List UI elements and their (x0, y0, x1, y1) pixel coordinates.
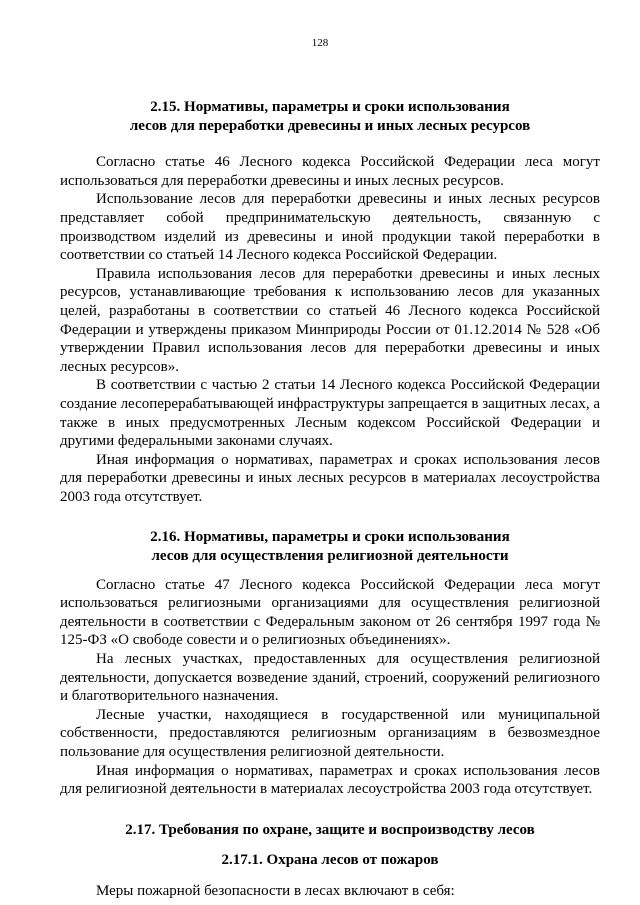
section-2-16-heading-line-2: лесов для осуществления религиозной деятельности (151, 548, 509, 565)
section-2-15-paragraph-1: Согласно статье 46 Лесного кодекса Российской Федерации леса могут использоваться для переработки древесины и иных лесных ресурсов. (60, 154, 600, 189)
page-number: 128 (311, 37, 329, 49)
spacer (60, 135, 600, 153)
section-2-15-paragraph-3: Правила использования лесов для переработки древесины и иных лесных ресурсов, устанавливающие требования к использованию лесов для указанных целей, разработаны в соответствии со статьей 46 Лесного кодекса Российской Федерации и утверждены приказом Минприроды России от 01.12.2014 № 528 «Об утверждении Правил использования лесов для переработки древесины и иных лесных ресурсов». (60, 265, 600, 375)
spacer (60, 506, 600, 528)
section-2-15-heading-line-2: лесов для переработки древесины и иных лесных ресурсов (129, 117, 531, 134)
section-2-15-paragraph-5: Иная информация о нормативах, параметрах и сроках использования лесов для переработки древесины и иных лесных ресурсов в материалах лесоустройства 2003 года отсутствует. (60, 451, 600, 505)
section-2-15-heading (60, 98, 600, 135)
section-2-16-heading-line-1: 2.16. Нормативы, параметры и сроки использования (150, 529, 510, 546)
section-2-16-heading (60, 528, 600, 565)
section-2-15-paragraph-2: Использование лесов для переработки древесины и иных лесных ресурсов представляет собой предпринимательскую деятельность, связанную с производством изделий из древесины и иной продукции такой переработки в соответствии со статьей 14 Лесного кодекса Российской Федерации. (60, 191, 600, 264)
section-2-15-heading-line-1: 2.15. Нормативы, параметры и сроки использования (150, 99, 510, 115)
section-2-17-heading: 2.17. Требования по охране, защите и воспроизводству лесов (125, 821, 535, 838)
section-2-16-paragraph-4: Иная информация о нормативах, параметрах и сроках использования лесов для религиозной деятельности в материалах лесоустройства 2003 года отсутствует. (60, 762, 600, 798)
section-2-15-paragraph-4: В соответствии с частью 2 статьи 14 Лесного кодекса Российской Федерации создание лесоперерабатывающей инфраструктуры запрещается в защитных лесах, а также в иных предусмотренных Лесным кодексом Российской Федерации и другими федеральными законами случаях. (60, 377, 600, 450)
section-2-17-1-heading: 2.17.1. Охрана лесов от пожаров (221, 852, 439, 869)
section-2-17-1-intro: Меры пожарной безопасности в лесах включают в себя: (96, 882, 455, 899)
section-2-16-paragraph-3: Лесные участки, находящиеся в государственной или муниципальной собственности, предоставляются религиозным организациям в безвозмездное пользование для осуществления религиозной деятельности. (60, 706, 600, 760)
spacer (60, 799, 600, 821)
section-2-16-paragraph-1: Согласно статье 47 Лесного кодекса Российской Федерации леса могут использоваться религиозными организациями для осуществления религиозной деятельности в соответствии с Федеральным законом от 26 сентября 1997 года № 125-ФЗ «О свободе совести и о религиозных объединениях». (60, 576, 600, 649)
section-2-16-paragraph-2: На лесных участках, предоставленных для осуществления религиозной деятельности, допускается возведение зданий, строений, сооружений религиозного и благотворительного назначения. (60, 651, 600, 705)
spacer (60, 566, 600, 576)
page-content (60, 95, 600, 901)
